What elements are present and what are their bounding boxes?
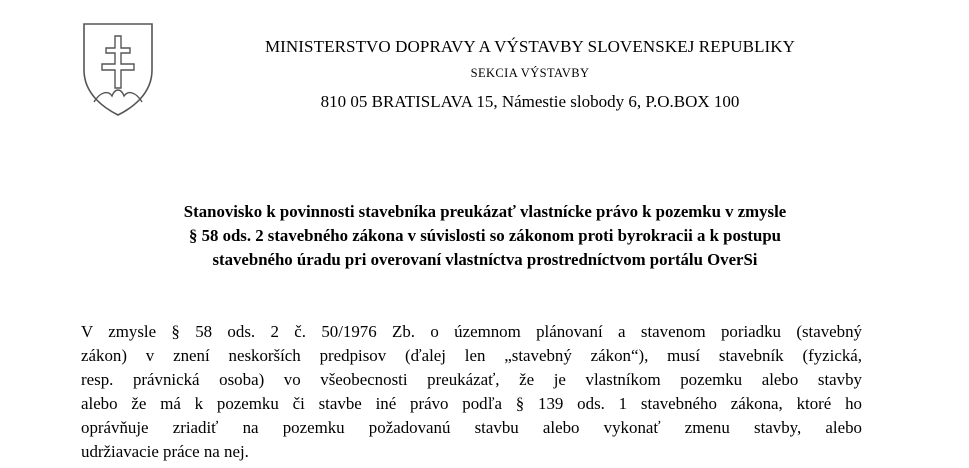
document-title-line-3: stavebného úradu pri overovaní vlastníctva prostredníctvom portálu OverSi [212, 250, 758, 269]
ministry-name: MINISTERSTVO DOPRAVY A VÝSTAVBY SLOVENSKEJ REPUBLIKY [264, 37, 796, 56]
body-line-2: zákon) v znení neskorších predpisov (ďalej len „stavebný zákon“), musí stavebník (fyzická, [81, 346, 862, 365]
body-line-3: resp. právnická osoba) vo všeobecnosti preukázať, že je vlastníkom pozemku alebo stavby [81, 370, 862, 389]
section-name: SEKCIA VÝSTAVBY [470, 66, 590, 80]
coat-of-arms-icon [80, 18, 156, 118]
body-line-5: oprávňuje zriadiť na pozemku požadovanú stavbu alebo vykonať zmenu stavby, alebo [81, 418, 862, 437]
document-title-line-2: § 58 ods. 2 stavebného zákona v súvislosti so zákonom proti byrokracii a k postupu [189, 226, 781, 245]
body-line-4: alebo že má k pozemku či stavbe iné právo podľa § 139 ods. 1 stavebného zákona, ktoré ho [81, 394, 862, 413]
document-title-line-1: Stanovisko k povinnosti stavebníka preukázať vlastnícke právo k pozemku v zmysle [183, 202, 787, 221]
address: 810 05 BRATISLAVA 15, Námestie slobody 6, P.O.BOX 100 [320, 92, 740, 111]
body-line-1: V zmysle § 58 ods. 2 č. 50/1976 Zb. o územnom plánovaní a stavenom poriadku (stavebný [81, 322, 862, 341]
body-line-6: udržiavacie práce na nej. [81, 442, 249, 461]
